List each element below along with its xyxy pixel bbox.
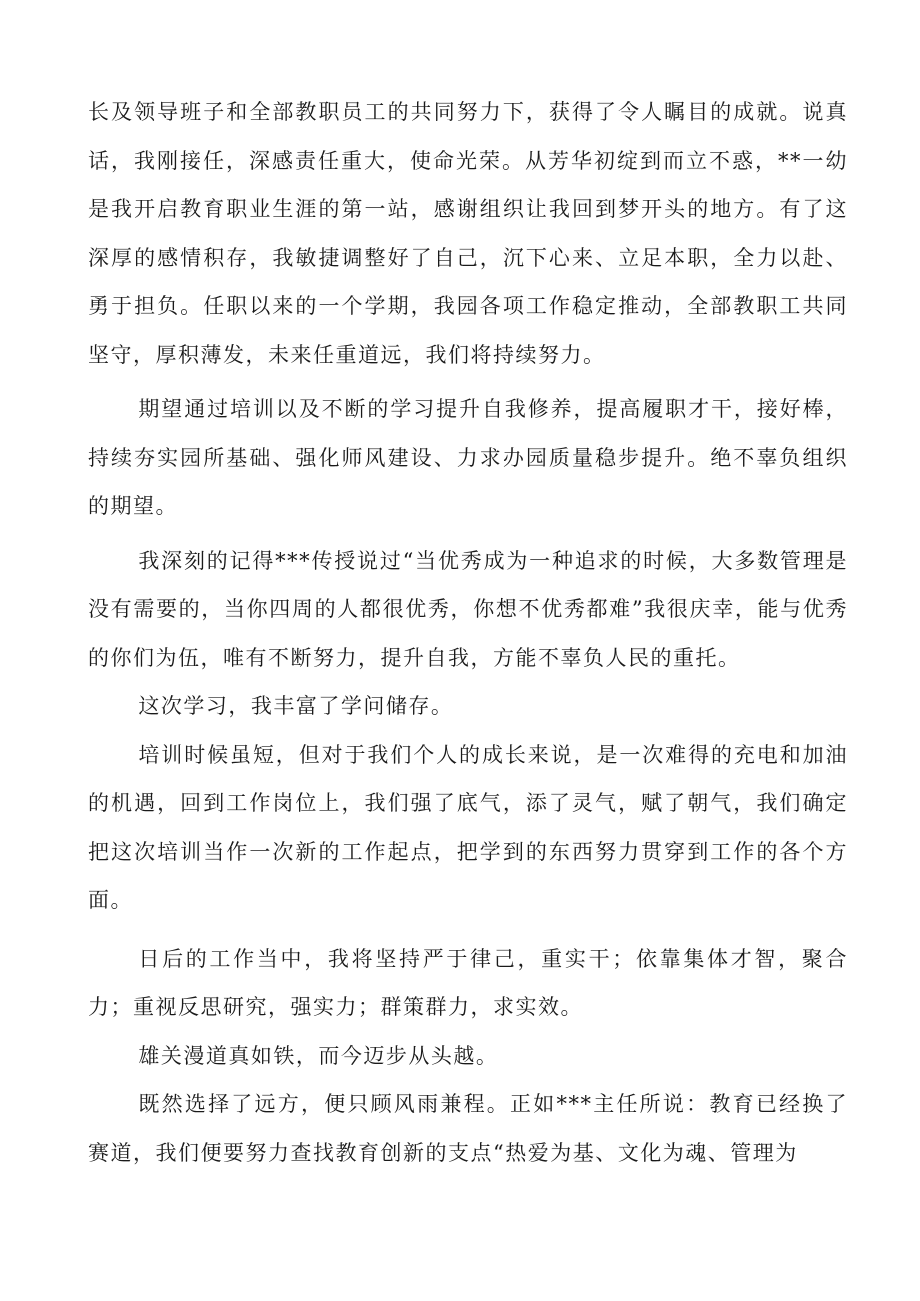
paragraph-professor-quote: 我深刻的记得***传授说过“当优秀成为一种追求的时候，大多数管理是没有需要的，当你四周的人都很优秀，你想不优秀都难”我很庆幸，能与优秀的你们为伍，唯有不断努力，提升自我，方能不辜负人民的重托。 [88,548,848,670]
paragraph-training-short: 培训时候虽短，但对于我们个人的成长来说，是一次难得的充电和加油的机遇，回到工作岗位上，我们强了底气，添了灵气，赋了朝气，我们确定把这次培训当作一次新的工作起点，把学到的东西努力贯穿到工作的各个方面。 [88,742,848,912]
paragraph-continuation: 长及领导班子和全部教职员工的共同努力下，获得了令人瞩目的成就。说真话，我刚接任，深感责任重大，使命光荣。从芳华初绽到而立不惑，**一幼是我开启教育职业生涯的第一站，感谢组织让我回到梦开头的地方。有了这深厚的感情积存，我敏捷调整好了自己，沉下心来、立足本职，全力以赴、勇于担负。任职以来的一个学期，我园各项工作稳定推动，全部教职工共同坚守，厚积薄发，未来任重道远，我们将持续努力。 [88,100,848,367]
paragraph-learning: 这次学习，我丰富了学问储存。 [138,694,454,718]
paragraph-future-work: 日后的工作当中，我将坚持严于律己，重实干；依靠集体才智，聚合力；重视反思研究，强实力；群策群力，求实效。 [88,946,848,1019]
paragraph-choose-distance: 既然选择了远方，便只顾风雨兼程。正如***主任所说：教育已经换了赛道，我们便要努力查找教育创新的支点“热爱为基、文化为魂、管理为 [88,1092,848,1165]
document-body [88,88,848,1177]
paragraph-poem-line: 雄关漫道真如铁，而今迈步从头越。 [138,1043,499,1068]
paragraph-training-expectation: 期望通过培训以及不断的学习提升自我修养，提高履职才干，接好棒，持续夯实园所基础、强化师风建设、力求办园质量稳步提升。绝不辜负组织的期望。 [88,397,848,518]
